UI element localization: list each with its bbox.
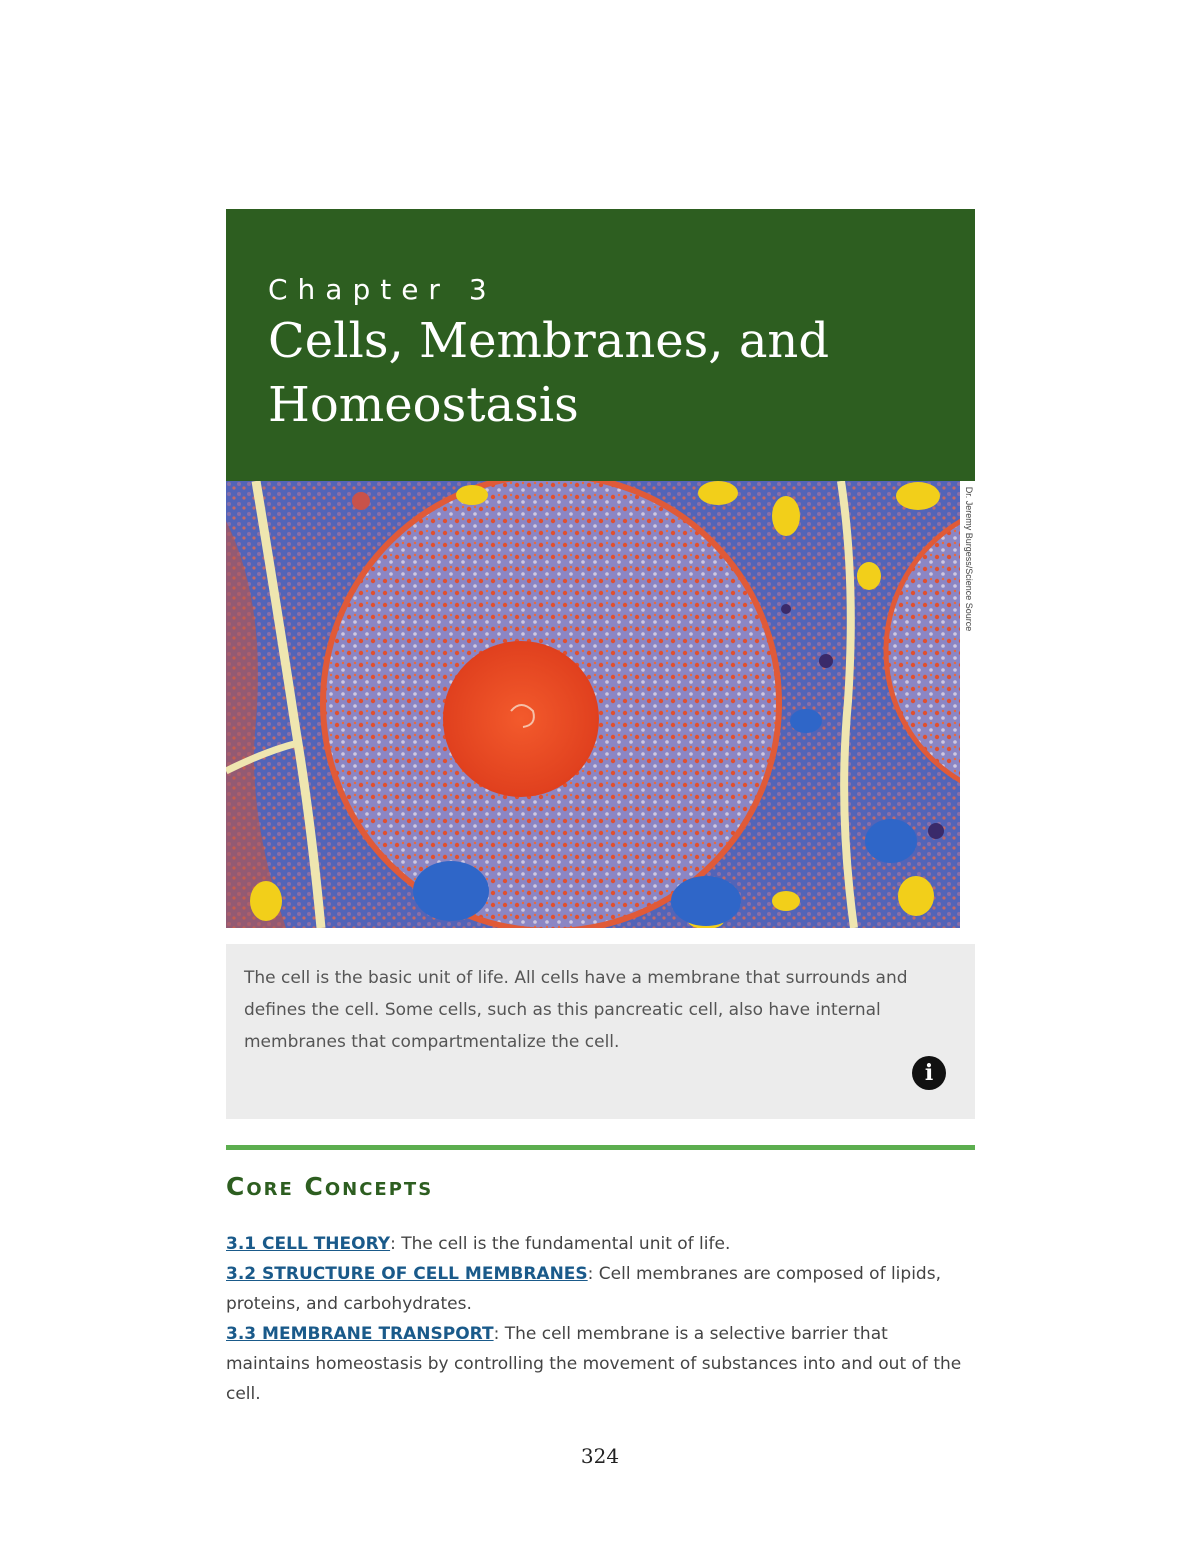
core-concepts-heading: Core Concepts (226, 1172, 434, 1201)
concept-text: The cell is the fundamental unit of life. (395, 1234, 731, 1254)
pancreatic-cell-micrograph (226, 481, 960, 928)
chapter-banner (226, 209, 975, 481)
chapter-label: Chapter 3 (268, 273, 497, 306)
concept-link-cell-theory[interactable]: 3.1 CELL THEORY (226, 1234, 391, 1254)
page-number: 324 (580, 1444, 620, 1468)
core-concepts-list (226, 1229, 975, 1409)
figure-caption (226, 944, 975, 1119)
chapter-title: Cells, Membranes, and Homeostasis (268, 313, 830, 433)
concept-text: The cell membrane is a selective barrier that maintains homeostasis by controlling the movement of substances into and out of the cell. (226, 1324, 962, 1404)
photo-credit-text: Dr. Jeremy Burgess/Science Source (964, 486, 974, 632)
concept-item (226, 1319, 975, 1409)
concept-link-cell-membranes[interactable]: 3.2 STRUCTURE OF CELL MEMBRANES (226, 1264, 588, 1284)
concept-colon: : (390, 1234, 396, 1254)
concept-item (226, 1259, 975, 1319)
info-icon[interactable]: i (912, 1056, 946, 1090)
section-divider (226, 1145, 975, 1150)
photo-credit (962, 484, 976, 634)
concept-link-membrane-transport[interactable]: 3.3 MEMBRANE TRANSPORT (226, 1324, 494, 1344)
concept-colon: : (493, 1324, 500, 1344)
concept-colon: : (587, 1264, 594, 1284)
concept-item (226, 1229, 975, 1259)
concept-text: Cell membranes are composed of lipids, proteins, and carbohydrates. (226, 1264, 941, 1314)
caption-text: The cell is the basic unit of life. All cells have a membrane that surrounds and defines the cell. Some cells, such as this pancreatic cell, also have internal membranes that compartmentalize the cell. (244, 968, 908, 1052)
